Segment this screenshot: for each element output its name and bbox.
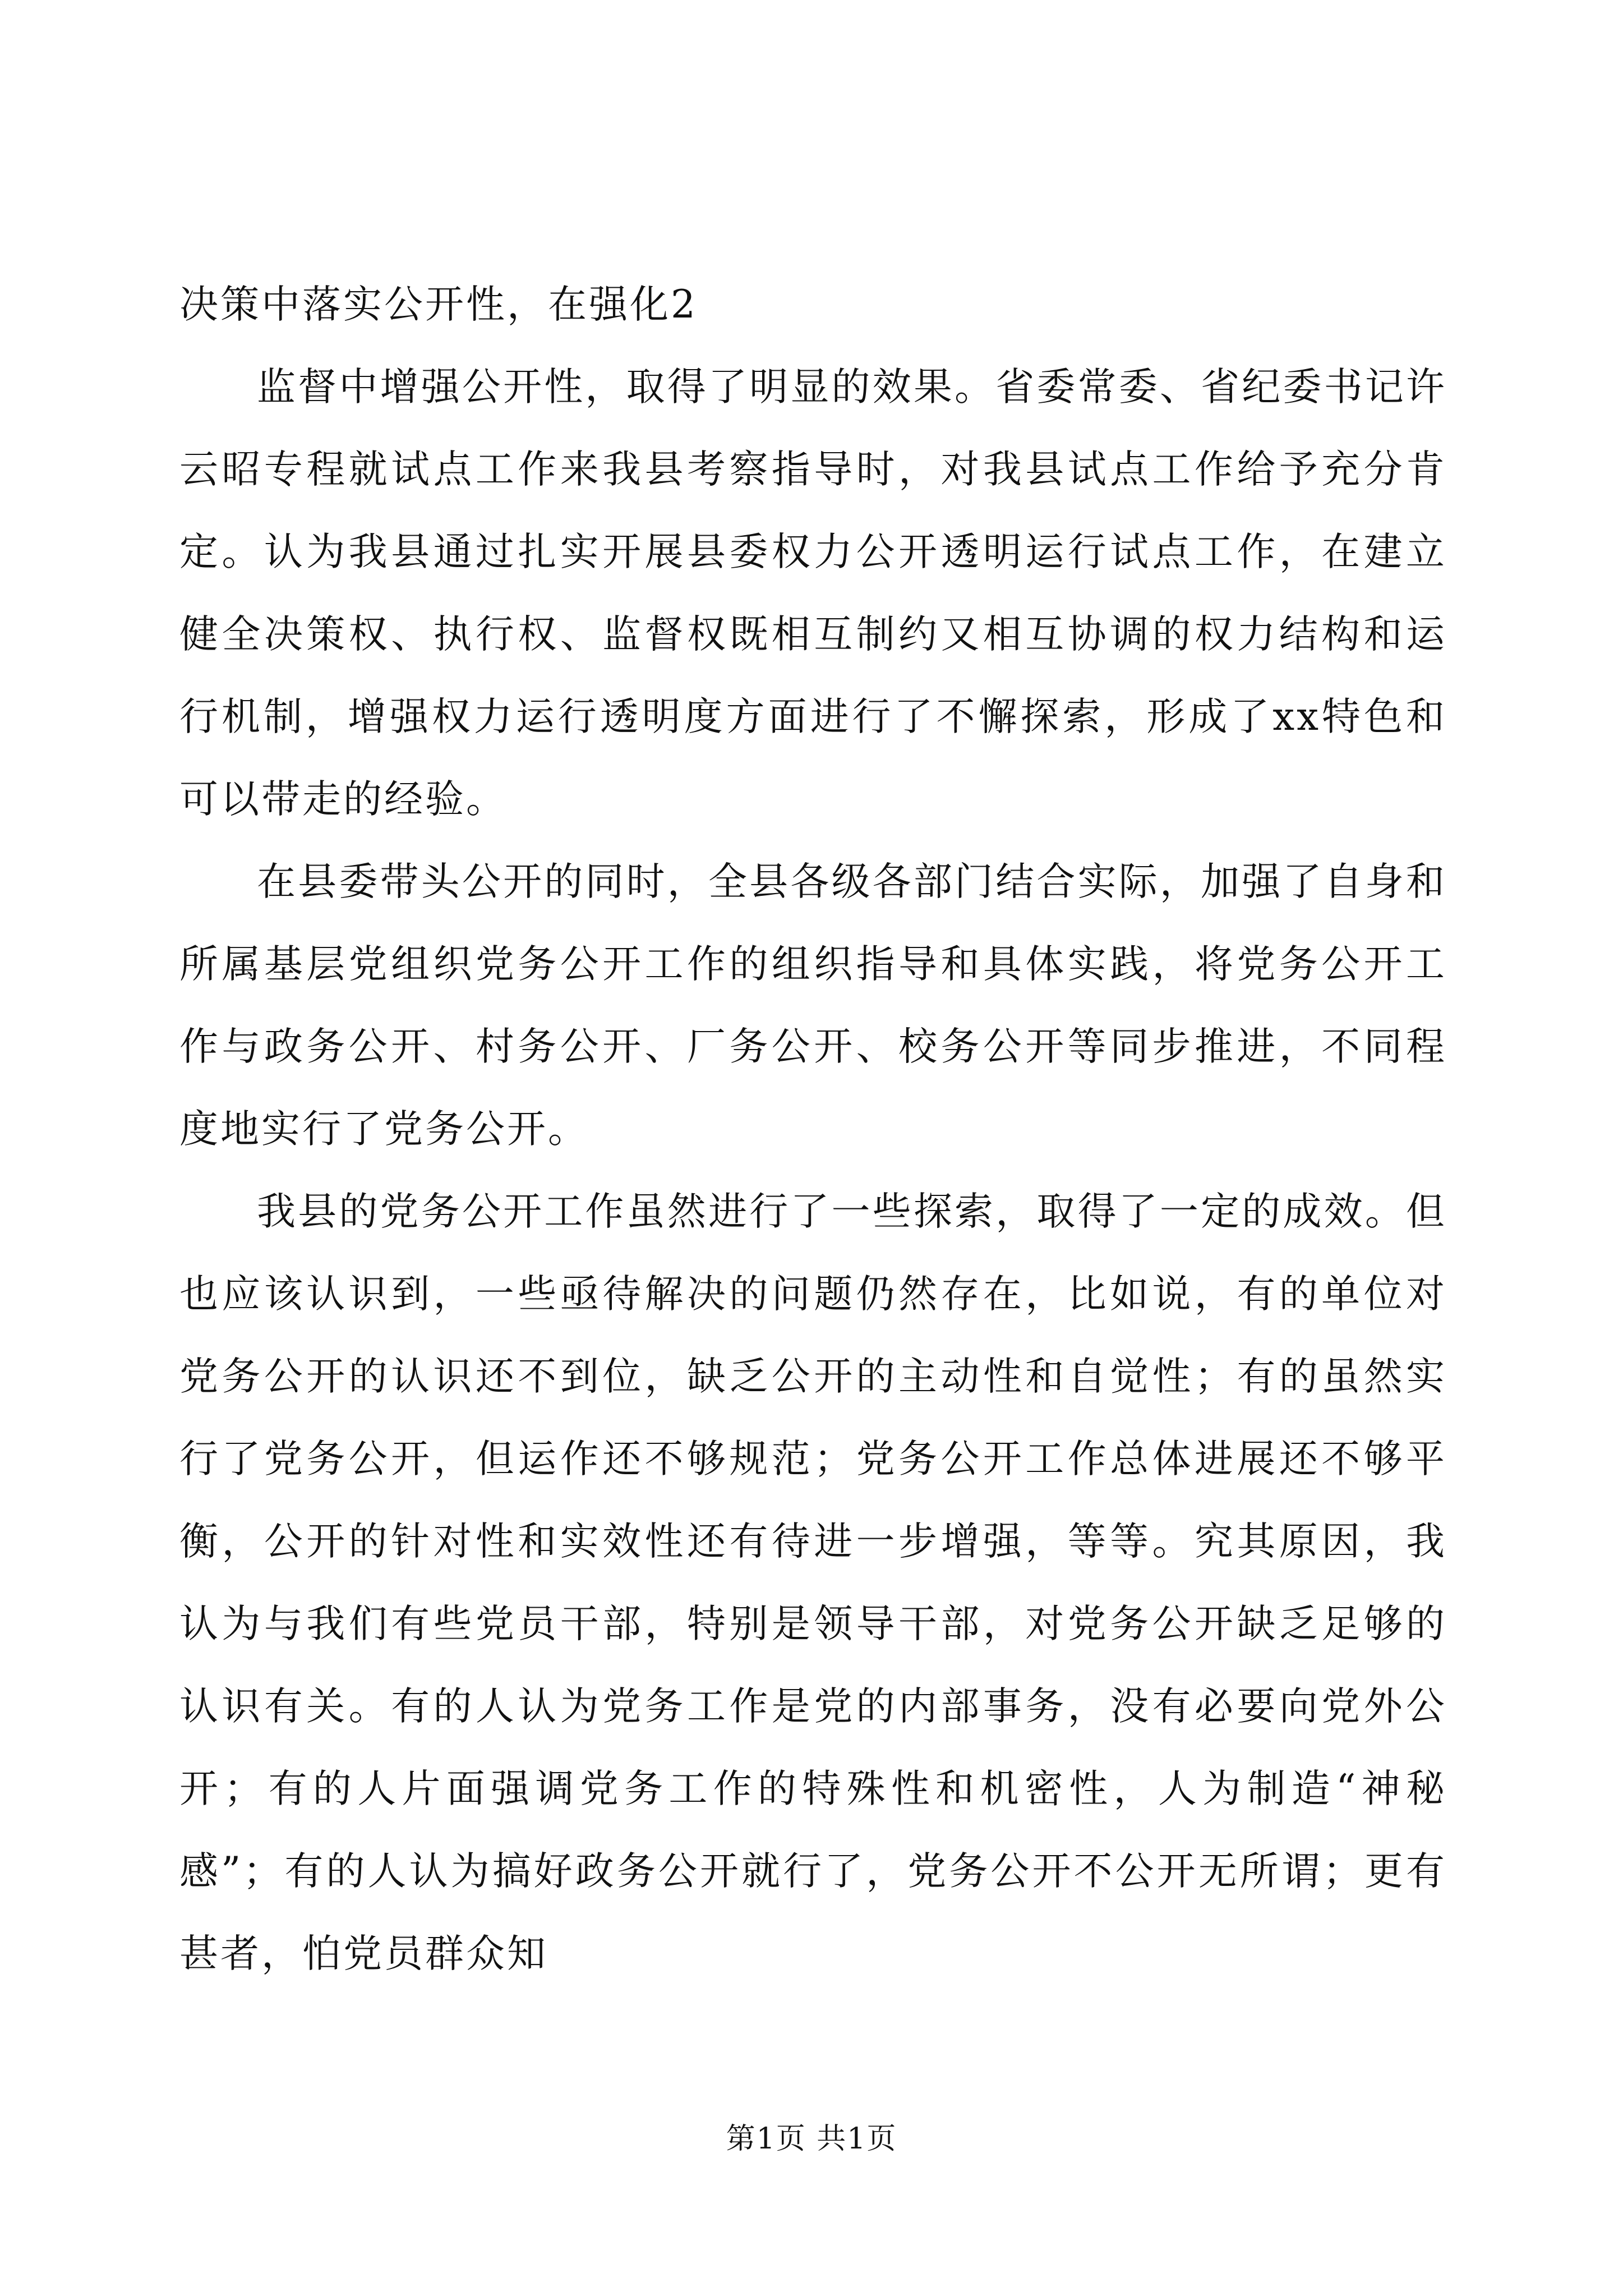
document-body <box>179 264 1447 1995</box>
page-footer: 第1页 共1页 <box>726 2122 897 2156</box>
paragraph-4: 我县的党务公开工作虽然进行了一些探索，取得了一定的成效。但也应该认识到，一些亟待解决的问题仍然存在，比如说，有的单位对党务公开的认识还不到位，缺乏公开的主动性和自觉性；有的虽然实行了党务公开，但运作还不够规范；党务公开工作总体进展还不够平衡，公开的针对性和实效性还有待进一步增强，等等。究其原因，我认为与我们有些党员干部，特别是领导干部，对党务公开缺乏足够的认识有关。有的人认为党务工作是党的内部事务，没有必要向党外公开；有的人片面强调党务工作的特殊性和机密性，人为制造“神秘感”；有的人认为搞好政务公开就行了，党务公开不公开无所谓；更有甚者，怕党员群众知 <box>179 1189 1447 1976</box>
paragraph-1: 决策中落实公开性，在强化2 <box>179 282 698 327</box>
paragraph-2: 监督中增强公开性，取得了明显的效果。省委常委、省纪委书记许云昭专程就试点工作来我县考察指导时，对我县试点工作给予充分肯定。认为我县通过扎实开展县委权力公开透明运行试点工作，在建立健全决策权、执行权、监督权既相互制约又相互协调的权力结构和运行机制，增强权力运行透明度方面进行了不懈探索，形成了xx特色和可以带走的经验。 <box>179 365 1447 822</box>
paragraph-3: 在县委带头公开的同时，全县各级各部门结合实际，加强了自身和所属基层党组织党务公开工作的组织指导和具体实践，将党务公开工作与政务公开、村务公开、厂务公开、校务公开等同步推进，不同程度地实行了党务公开。 <box>179 859 1447 1152</box>
